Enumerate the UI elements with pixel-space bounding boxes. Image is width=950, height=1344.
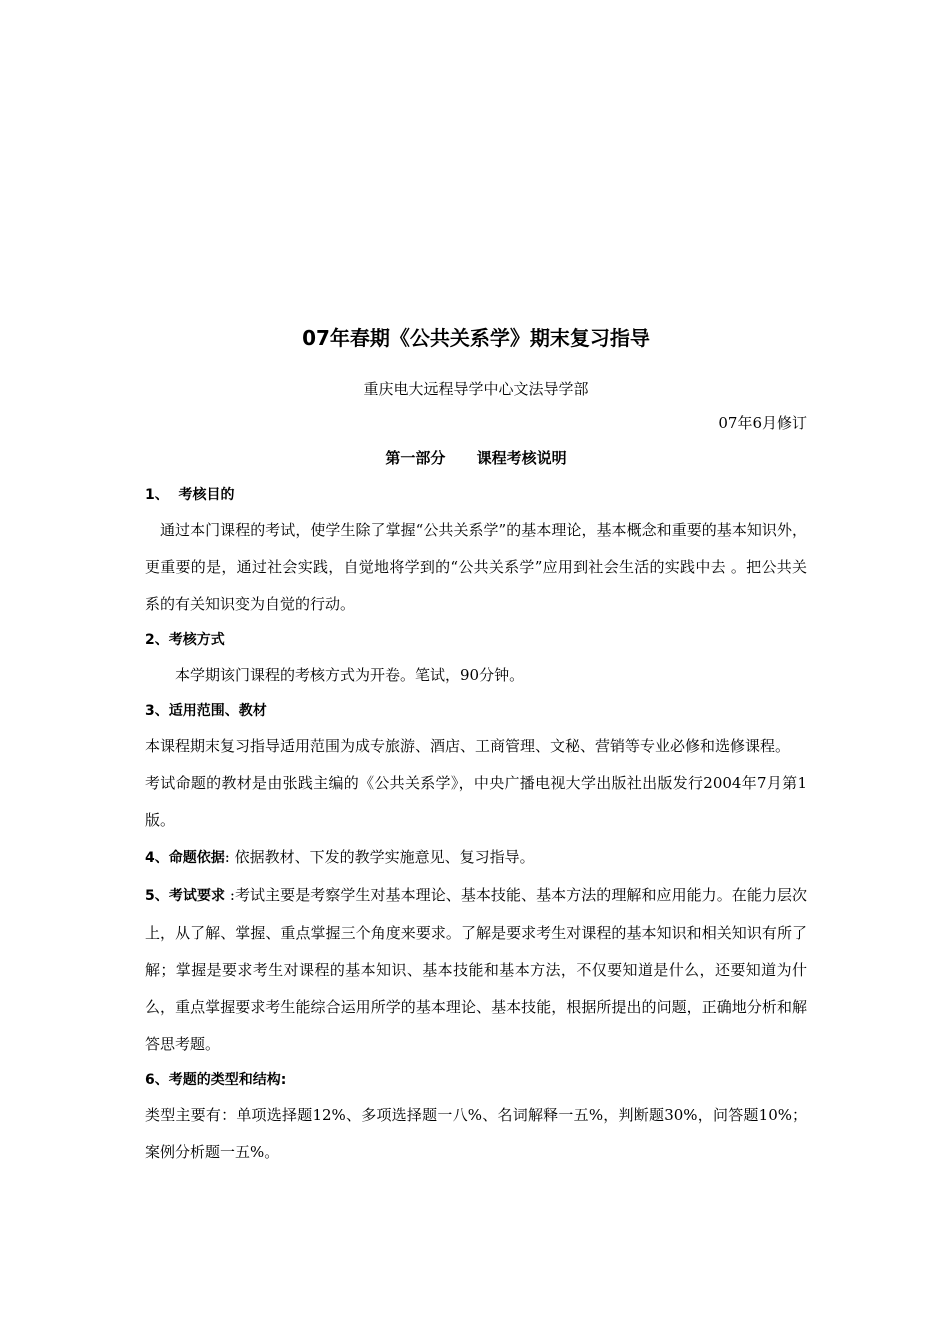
- section-2-heading: 2、考核方式: [145, 632, 225, 648]
- document-title: 07年春期《公共关系学》期末复习指导: [302, 326, 650, 350]
- section-2-text: 本学期该门课程的考核方式为开卷。笔试，90分钟。: [175, 666, 525, 684]
- part-heading: 第一部分 课程考核说明: [385, 449, 567, 467]
- section-6-heading: 6、考题的类型和结构:: [145, 1072, 287, 1088]
- section-5-heading: 5、考试要求: [145, 888, 226, 904]
- section-4-paragraph: [145, 839, 807, 877]
- revision-date: 07年6月修订: [718, 414, 807, 432]
- document-body: [145, 320, 807, 1171]
- section-1-heading: 1、 考核目的: [145, 487, 235, 503]
- document-subtitle: 重庆电大远程导学中心文法导学部: [363, 380, 589, 398]
- section-5-text: :考试主要是考察学生对基本理论、基本技能、基本方法的理解和应用能力。在能力层次上，从了解、掌握、重点掌握三个角度来要求。了解是要求考生对课程的基本知识和相关知识有所了解；掌握是要求考生对课程的基本知识、基本技能和基本方法，不仅要知道是什么，还要知道为什么，重点掌握要求考生能综合运用所学的基本理论、基本技能，根据所提出的问题，正确地分析和解答思考题。: [145, 886, 808, 1053]
- section-6-text: 类型主要有：单项选择题12%、多项选择题一八%、名词解释一五%，判断题30%，问答题10%；案例分析题一五%。: [145, 1106, 807, 1161]
- section-3-heading: 3、适用范围、教材: [145, 703, 267, 719]
- section-4-heading: 4、命题依据: [145, 850, 225, 866]
- section-3-text-scope: 本课程期末复习指导适用范围为成专旅游、酒店、工商管理、文秘、营销等专业必修和选修课程。: [145, 737, 791, 755]
- section-3-text-textbook: 考试命题的教材是由张践主编的《公共关系学》，中央广播电视大学出版社出版发行2004年7月第1版。: [145, 774, 807, 829]
- section-5-paragraph: [145, 877, 807, 1063]
- section-4-text: : 依据教材、下发的教学实施意见、复习指导。: [224, 848, 535, 866]
- section-1-text: 通过本门课程的考试，使学生除了掌握“公共关系学”的基本理论，基本概念和重要的基本知识外，更重要的是，通过社会实践，自觉地将学到的“公共关系学”应用到社会生活的实践中去 。把公共关系的有关知识变为自觉的行动。: [145, 521, 807, 613]
